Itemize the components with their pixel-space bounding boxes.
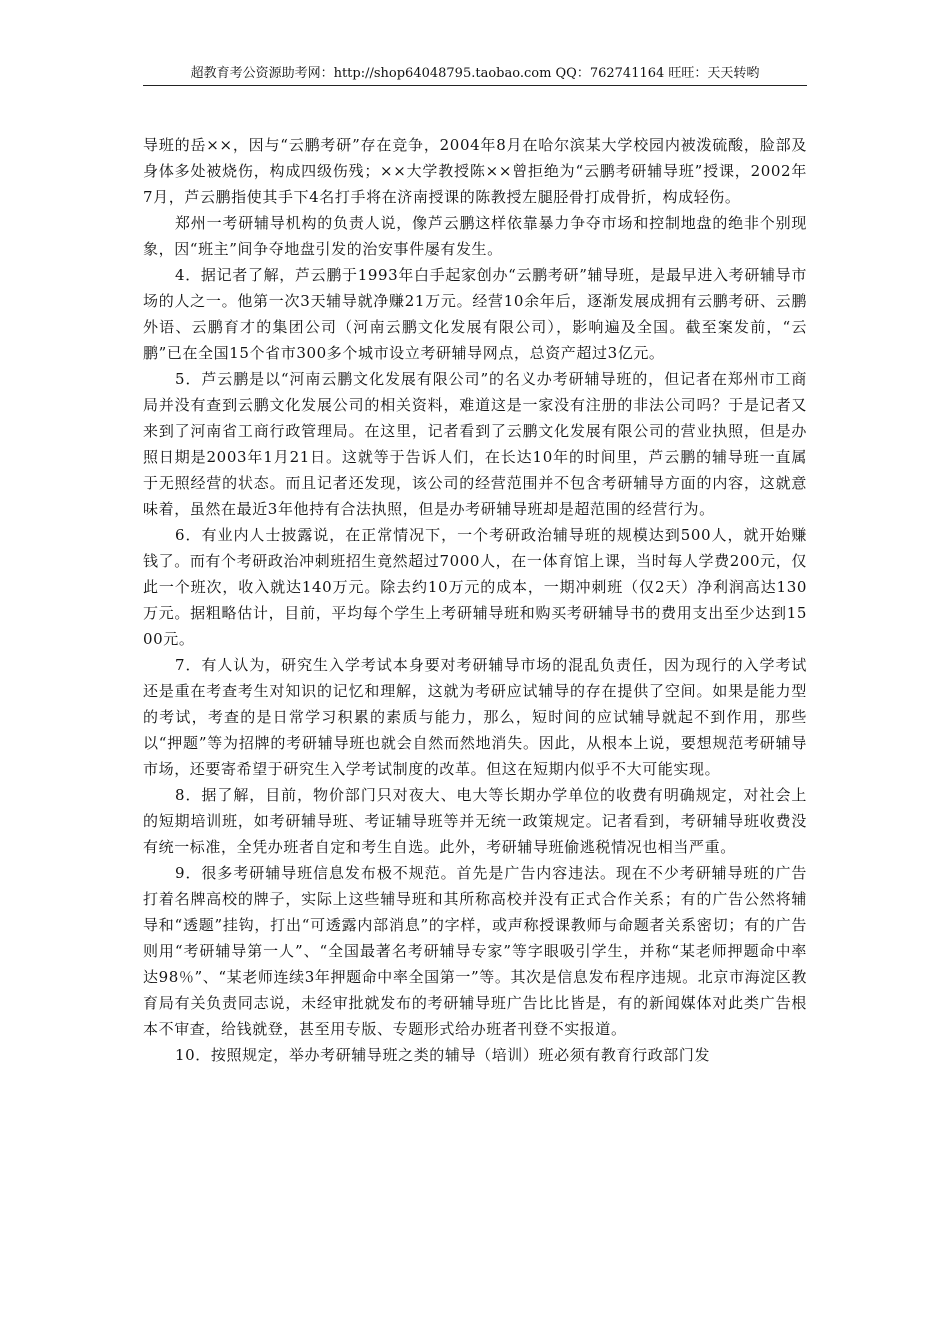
paragraph-8: 8．据了解，目前，物价部门只对夜大、电大等长期办学单位的收费有明确规定，对社会上的短期培训班，如考研辅导班、考证辅导班等并无统一政策规定。记者看到，考研辅导班收费没有统一标准，全凭办班者自定和考生自选。此外，考研辅导班偷逃税情况也相当严重。 — [143, 786, 807, 856]
paragraph-4: 4．据记者了解，芦云鹏于1993年白手起家创办“云鹏考研”辅导班，是最早进入考研辅导市场的人之一。他第一次3天辅导就净赚21万元。经营10余年后，逐渐发展成拥有云鹏考研、云鹏外语、云鹏育才的集团公司（河南云鹏文化发展有限公司），影响遍及全国。截至案发前，“云鹏”已在全国15个省市300多个城市设立考研辅导网点，总资产超过3亿元。 — [143, 266, 807, 362]
paragraph-5: 5．芦云鹏是以“河南云鹏文化发展有限公司”的名义办考研辅导班的，但记者在郑州市工商局并没有查到云鹏文化发展公司的相关资料，难道这是一家没有注册的非法公司吗？于是记者又来到了河南省工商行政管理局。在这里，记者看到了云鹏文化发展有限公司的营业执照，但是办照日期是2003年1月21日。这就等于告诉人们，在长达10年的时间里，芦云鹏的辅导班一直属于无照经营的状态。而且记者还发现，该公司的经营范围并不包含考研辅导方面的内容，这就意味着，虽然在最近3年他持有合法执照，但是办考研辅导班却是超范围的经营行为。 — [143, 370, 807, 518]
paragraph-zhengzhou: 郑州一考研辅导机构的负责人说，像芦云鹏这样依靠暴力争夺市场和控制地盘的绝非个别现象，因“班主”间争夺地盘引发的治安事件屡有发生。 — [143, 214, 807, 258]
header-rule — [143, 85, 807, 86]
paragraph-9: 9．很多考研辅导班信息发布极不规范。首先是广告内容违法。现在不少考研辅导班的广告打着名牌高校的牌子，实际上这些辅导班和其所称高校并没有正式合作关系；有的广告公然将辅导和“透题”挂钩，打出“可透露内部消息”的字样，或声称授课教师与命题者关系密切；有的广告则用“考研辅导第一人”、“全国最著名考研辅导专家”等字眼吸引学生，并称“某老师押题命中率达98％”、“某老师连续3年押题命中率全国第一”等。其次是信息发布程序违规。北京市海淀区教育局有关负责同志说，未经审批就发布的考研辅导班广告比比皆是，有的新闻媒体对此类广告根本不审查，给钱就登，甚至用专版、专题形式给办班者刊登不实报道。 — [143, 864, 807, 1038]
page-header: 超教育考公资源助考网：http://shop64048795.taobao.com QQ：762741164 旺旺：天天转哟 — [190, 66, 760, 81]
document-body — [143, 132, 807, 1068]
paragraph-6: 6．有业内人士披露说，在正常情况下，一个考研政治辅导班的规模达到500人，就开始赚钱了。而有个考研政治冲刺班招生竟然超过7000人，在一体育馆上课，当时每人学费200元，仅此一个班次，收入就达140万元。除去约10万元的成本，一期冲刺班（仅2天）净利润高达130万元。据粗略估计，目前，平均每个学生上考研辅导班和购买考研辅导书的费用支出至少达到1500元。 — [143, 526, 807, 648]
paragraph-10: 10．按照规定，举办考研辅导班之类的辅导（培训）班必须有教育行政部门发 — [175, 1046, 711, 1064]
paragraph-7: 7．有人认为，研究生入学考试本身要对考研辅导市场的混乱负责任，因为现行的入学考试还是重在考查考生对知识的记忆和理解，这就为考研应试辅导的存在提供了空间。如果是能力型的考试，考查的是日常学习积累的素质与能力，那么，短时间的应试辅导就起不到作用，那些以“押题”等为招牌的考研辅导班也就会自然而然地消失。因此，从根本上说，要想规范考研辅导市场，还要寄希望于研究生入学考试制度的改革。但这在短期内似乎不大可能实现。 — [143, 656, 807, 778]
paragraph-continuation: 导班的岳××，因与“云鹏考研”存在竞争，2004年8月在哈尔滨某大学校园内被泼硫酸，脸部及身体多处被烧伤，构成四级伤残；××大学教授陈××曾拒绝为“云鹏考研辅导班”授课，2002年7月，芦云鹏指使其手下4名打手将在济南授课的陈教授左腿胫骨打成骨折，构成轻伤。 — [143, 136, 807, 206]
